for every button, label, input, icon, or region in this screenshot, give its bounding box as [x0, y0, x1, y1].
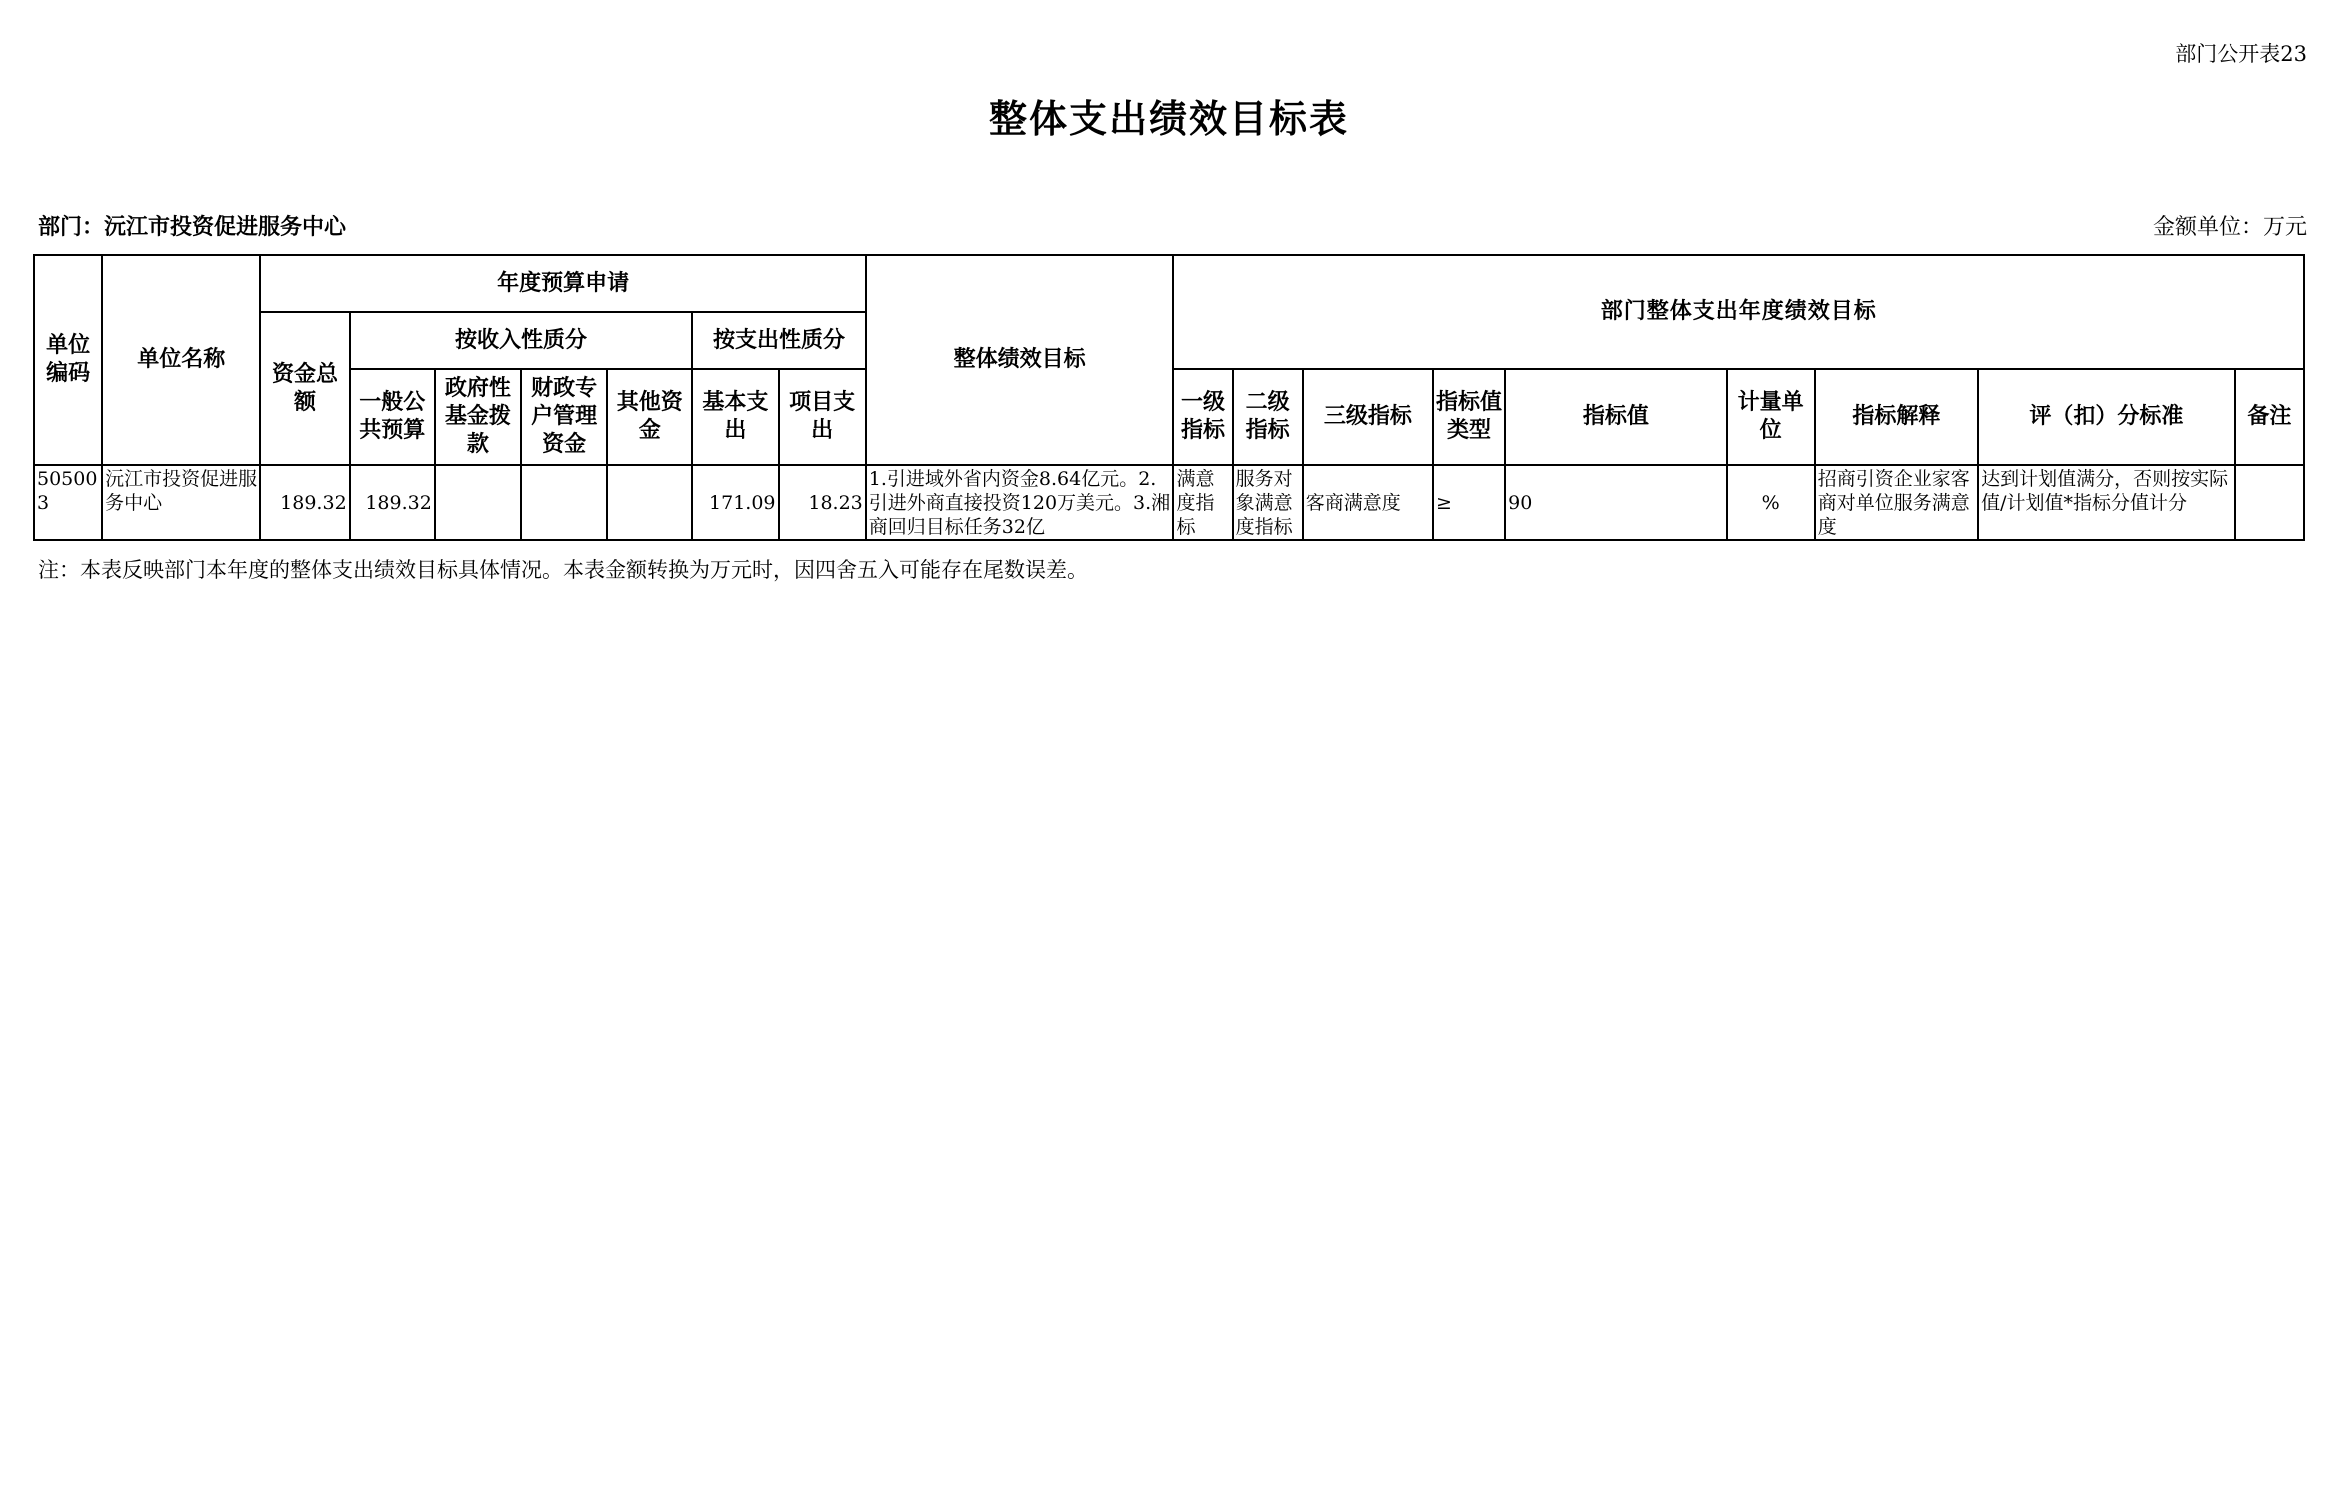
amount-unit-label: 金额单位：万元	[2152, 215, 2307, 240]
header-project-expense: 项目支出	[779, 369, 866, 465]
sheet-number: 部门公开表23	[2175, 42, 2307, 66]
header-by-expense: 按支出性质分	[692, 312, 865, 369]
header-unit-name: 单位名称	[102, 255, 260, 465]
header-level1: 一级指标	[1173, 369, 1232, 465]
header-general-public: 一般公共预算	[350, 369, 435, 465]
cell-indicator-value: 90	[1505, 465, 1726, 540]
header-basic-expense: 基本支出	[692, 369, 778, 465]
footnote: 注：本表反映部门本年度的整体支出绩效目标具体情况。本表金额转换为万元时，因四舍五入可能存在尾数误差。	[38, 558, 1088, 582]
cell-measure-unit: %	[1727, 465, 1815, 540]
header-value-type: 指标值类型	[1433, 369, 1505, 465]
cell-remark	[2235, 465, 2304, 540]
header-other-funds: 其他资金	[607, 369, 692, 465]
cell-gov-fund	[435, 465, 521, 540]
cell-level1: 满意度指标	[1173, 465, 1232, 540]
header-scoring: 评（扣）分标准	[1978, 369, 2235, 465]
cell-unit-name: 沅江市投资促进服务中心	[102, 465, 260, 540]
header-overall-goal: 整体绩效目标	[866, 255, 1174, 465]
cell-scoring: 达到计划值满分，否则按实际值/计划值*指标分值计分	[1978, 465, 2235, 540]
cell-unit-code: 505003	[34, 465, 102, 540]
performance-goal-table	[33, 254, 2305, 541]
cell-level3: 客商满意度	[1303, 465, 1433, 540]
cell-explanation: 招商引资企业家客商对单位服务满意度	[1815, 465, 1978, 540]
header-measure-unit: 计量单位	[1727, 369, 1815, 465]
header-remark: 备注	[2235, 369, 2304, 465]
header-indicator-value: 指标值	[1505, 369, 1726, 465]
header-level2: 二级指标	[1233, 369, 1303, 465]
table-row	[34, 465, 2304, 540]
header-dept-goal: 部门整体支出年度绩效目标	[1173, 255, 2304, 369]
cell-fiscal-special	[521, 465, 607, 540]
header-by-income: 按收入性质分	[350, 312, 693, 369]
cell-level2: 服务对象满意度指标	[1233, 465, 1303, 540]
cell-project-expense: 18.23	[779, 465, 866, 540]
header-total-funds: 资金总额	[260, 312, 349, 465]
header-gov-fund: 政府性基金拨款	[435, 369, 521, 465]
cell-overall-goal: 1.引进域外省内资金8.64亿元。2.引进外商直接投资120万美元。3.湘商回归目标任务32亿	[866, 465, 1174, 540]
cell-value-type: ≥	[1433, 465, 1505, 540]
department-label: 部门：沅江市投资促进服务中心	[38, 215, 347, 240]
header-level3: 三级指标	[1303, 369, 1433, 465]
cell-general-public: 189.32	[350, 465, 435, 540]
header-annual-budget: 年度预算申请	[260, 255, 865, 312]
header-explanation: 指标解释	[1815, 369, 1978, 465]
cell-other-funds	[607, 465, 692, 540]
cell-total-funds: 189.32	[260, 465, 349, 540]
page-title: 整体支出绩效目标表	[988, 97, 1349, 141]
header-unit-code: 单位编码	[34, 255, 102, 465]
header-fiscal-special: 财政专户管理资金	[521, 369, 607, 465]
cell-basic-expense: 171.09	[692, 465, 778, 540]
